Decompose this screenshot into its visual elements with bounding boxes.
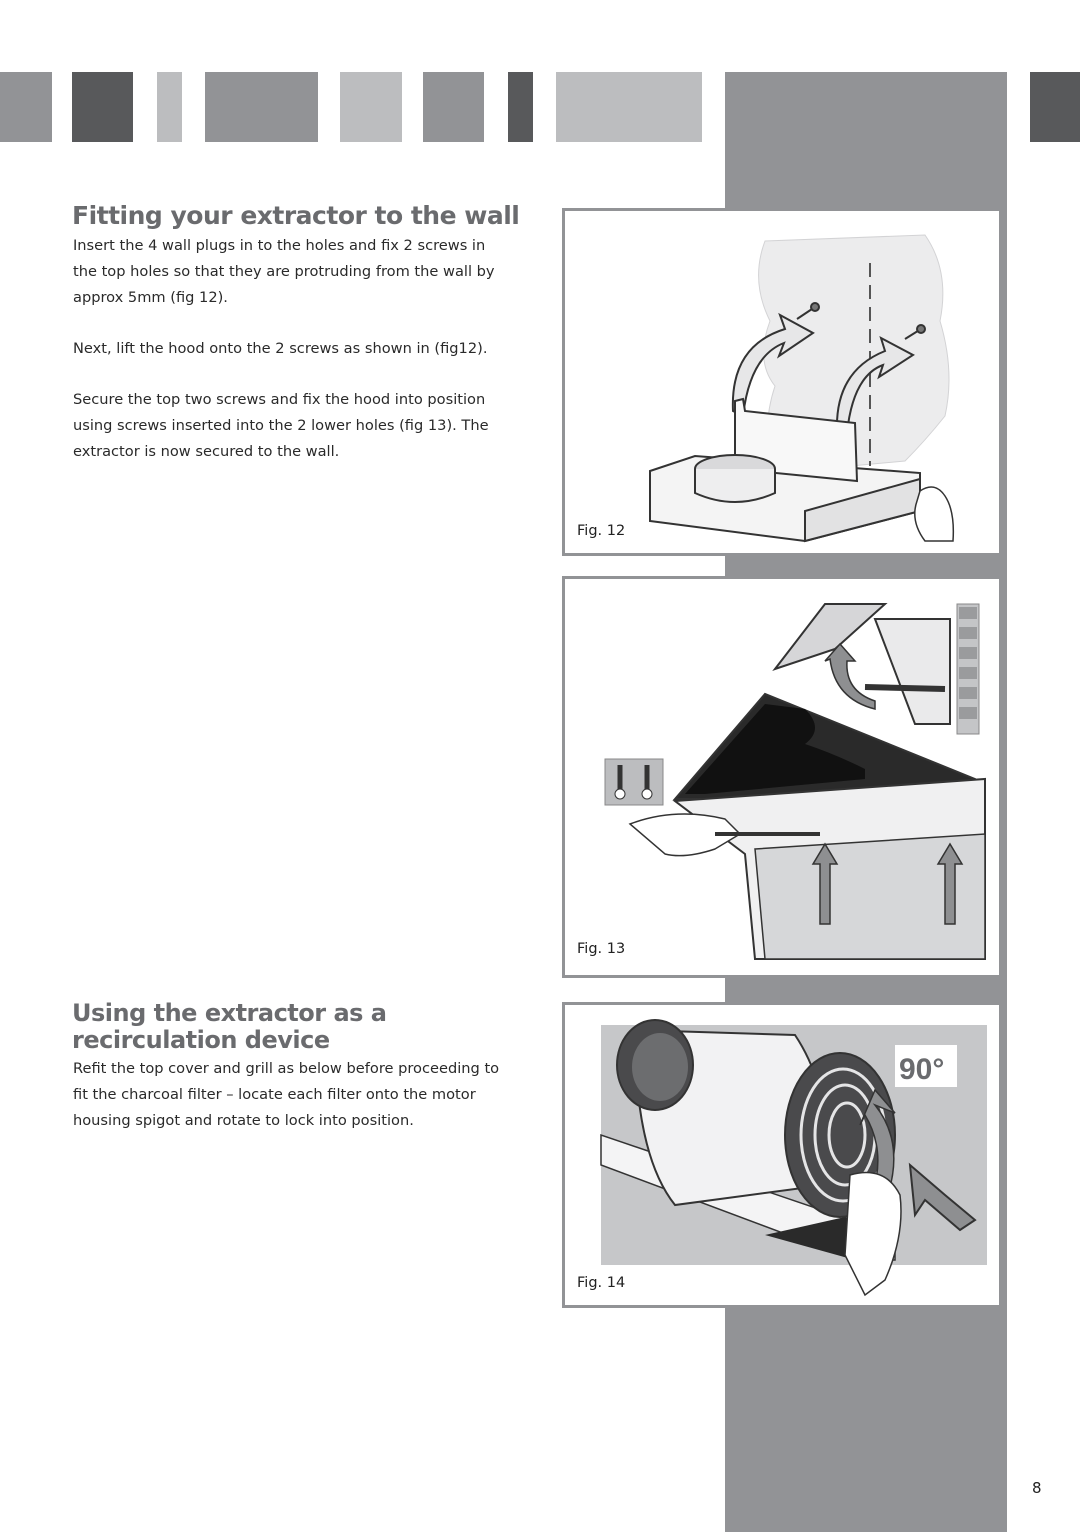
paragraph-wall-plugs: Insert the 4 wall plugs in to the holes and fix 2 screws in the top holes so that they are protruding from the wall by approx 5mm (fig 12). bbox=[73, 237, 495, 306]
rotate-arrow-icon bbox=[825, 644, 875, 709]
angle-badge: 90° bbox=[899, 1053, 945, 1086]
header-block-6 bbox=[423, 72, 484, 142]
chimney-cover bbox=[875, 619, 950, 724]
header-block-5 bbox=[340, 72, 402, 142]
header-block-1 bbox=[0, 72, 52, 142]
figure-13 bbox=[562, 576, 1002, 978]
section-title-recirculation: Using the extractor as a recirculation device bbox=[72, 999, 387, 1054]
figure-13-label: Fig. 13 bbox=[577, 941, 626, 957]
header-block-8 bbox=[556, 72, 702, 142]
header-block-4 bbox=[205, 72, 318, 142]
fig14-illustration bbox=[565, 1005, 999, 1305]
paragraph-lift-hood: Next, lift the hood onto the 2 screws as shown in (fig12). bbox=[73, 340, 488, 357]
page-number: 8 bbox=[1032, 1479, 1042, 1497]
section-title-wall: Fitting your extractor to the wall bbox=[72, 201, 520, 230]
screwdriver-icon bbox=[865, 687, 945, 689]
paragraph-secure-screws: Secure the top two screws and fix the hood into position using screws inserted into the 2 lower holes (fig 13). The extractor is now secured to the wall. bbox=[73, 391, 489, 460]
header-block-2 bbox=[72, 72, 133, 142]
figure-14-label: Fig. 14 bbox=[577, 1275, 626, 1291]
fig13-illustration bbox=[565, 579, 999, 975]
header-block-7 bbox=[508, 72, 533, 142]
hand-icon bbox=[915, 487, 954, 541]
figure-12 bbox=[562, 208, 1002, 556]
figure-14 bbox=[562, 1002, 1002, 1308]
header-block-3 bbox=[157, 72, 182, 142]
header-block-9 bbox=[1030, 72, 1080, 142]
paragraph-charcoal-filter: Refit the top cover and grill as below before proceeding to fit the charcoal filter – locate each filter onto the motor housing spigot and rotate to lock into position. bbox=[73, 1060, 500, 1129]
screws-icon bbox=[605, 759, 663, 805]
figure-12-label: Fig. 12 bbox=[577, 523, 626, 539]
hand-icon bbox=[845, 1173, 901, 1296]
fig12-illustration bbox=[565, 211, 999, 553]
